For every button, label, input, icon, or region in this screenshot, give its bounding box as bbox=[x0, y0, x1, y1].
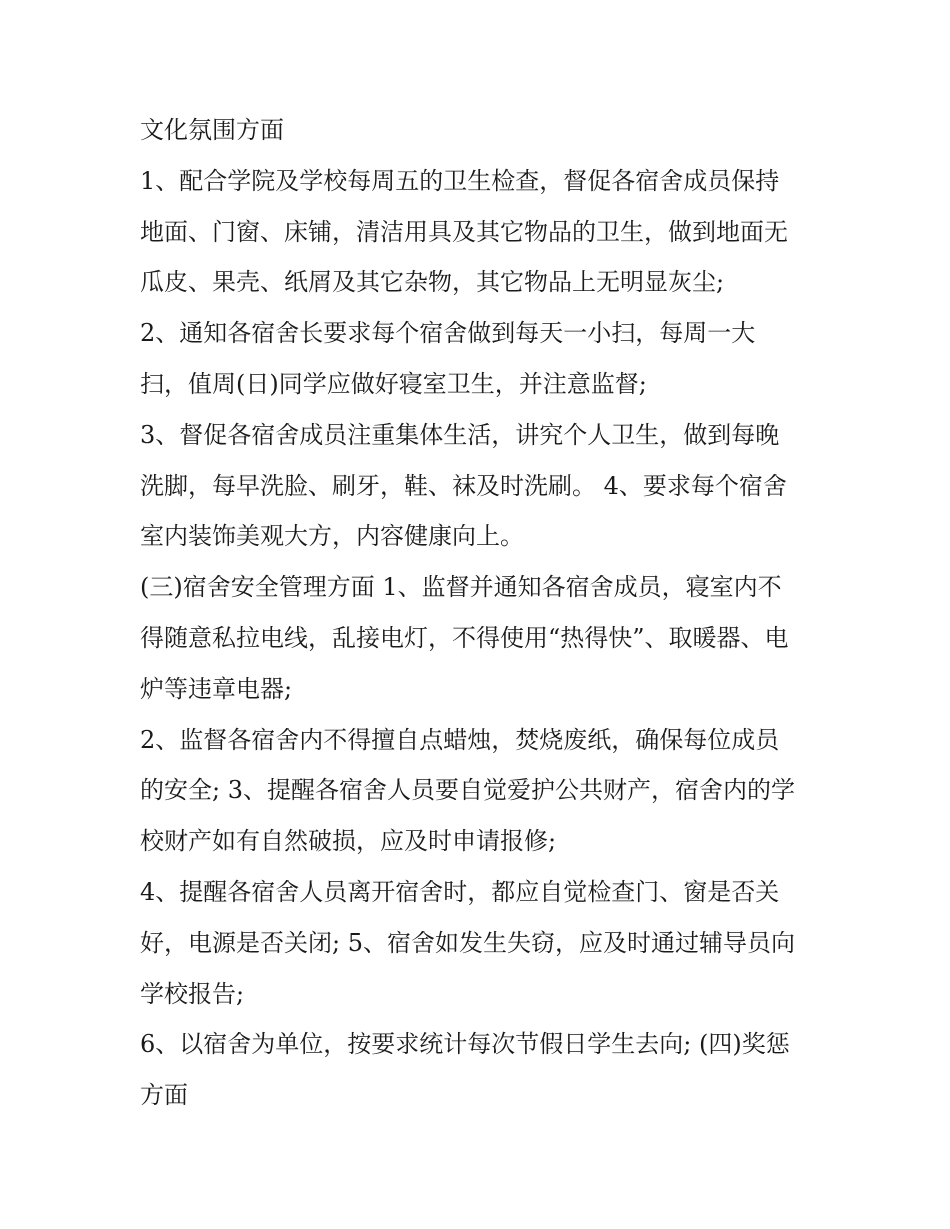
text-line: 洗脚，每早洗脸、刷牙，鞋、袜及时洗刷。 4、要求每个宿舍 bbox=[140, 471, 787, 500]
text-line: (三)宿舍安全管理方面 1、监督并通知各宿舍成员，寝室内不 bbox=[140, 573, 782, 602]
text-line: 方面 bbox=[140, 1081, 188, 1110]
text-line: 3、督促各宿舍成员注重集体生活，讲究个人卫生，做到每晚 bbox=[140, 420, 780, 449]
text-line: 1、配合学院及学校每周五的卫生检查，督促各宿舍成员保持 bbox=[140, 166, 780, 195]
text-line: 瓜皮、果壳、纸屑及其它杂物，其它物品上无明显灰尘; bbox=[140, 268, 725, 297]
text-line: 炉等违章电器; bbox=[140, 674, 293, 703]
section-heading: 文化氛围方面 bbox=[140, 116, 284, 144]
text-line: 的安全; 3、提醒各宿舍人员要自觉爱护公共财产，宿舍内的学 bbox=[140, 776, 795, 805]
text-line: 好，电源是否关闭; 5、宿舍如发生失窃，应及时通过辅导员向 bbox=[140, 928, 795, 957]
text-line: 4、提醒各宿舍人员离开宿舍时，都应自觉检查门、窗是否关 bbox=[140, 877, 780, 906]
text-line: 2、监督各宿舍内不得擅自点蜡烛，焚烧废纸，确保每位成员 bbox=[140, 725, 780, 754]
text-line: 地面、门窗、床铺，清洁用具及其它物品的卫生，做到地面无 bbox=[140, 217, 788, 246]
text-line: 得随意私拉电线，乱接电灯，不得使用“热得快”、取暖器、电 bbox=[140, 623, 789, 652]
text-line: 扫，值周(日)同学应做好寝室卫生，并注意监督; bbox=[140, 369, 647, 398]
document-body bbox=[140, 105, 820, 1121]
text-line: 室内装饰美观大方，内容健康向上。 bbox=[140, 522, 524, 551]
text-line: 2、通知各宿舍长要求每个宿舍做到每天一小扫，每周一大 bbox=[140, 319, 756, 348]
text-line: 6、以宿舍为单位，按要求统计每次节假日学生去向; (四)奖惩 bbox=[140, 1030, 790, 1059]
text-line: 学校报告; bbox=[140, 979, 245, 1008]
text-line: 校财产如有自然破损，应及时申请报修; bbox=[140, 827, 557, 856]
